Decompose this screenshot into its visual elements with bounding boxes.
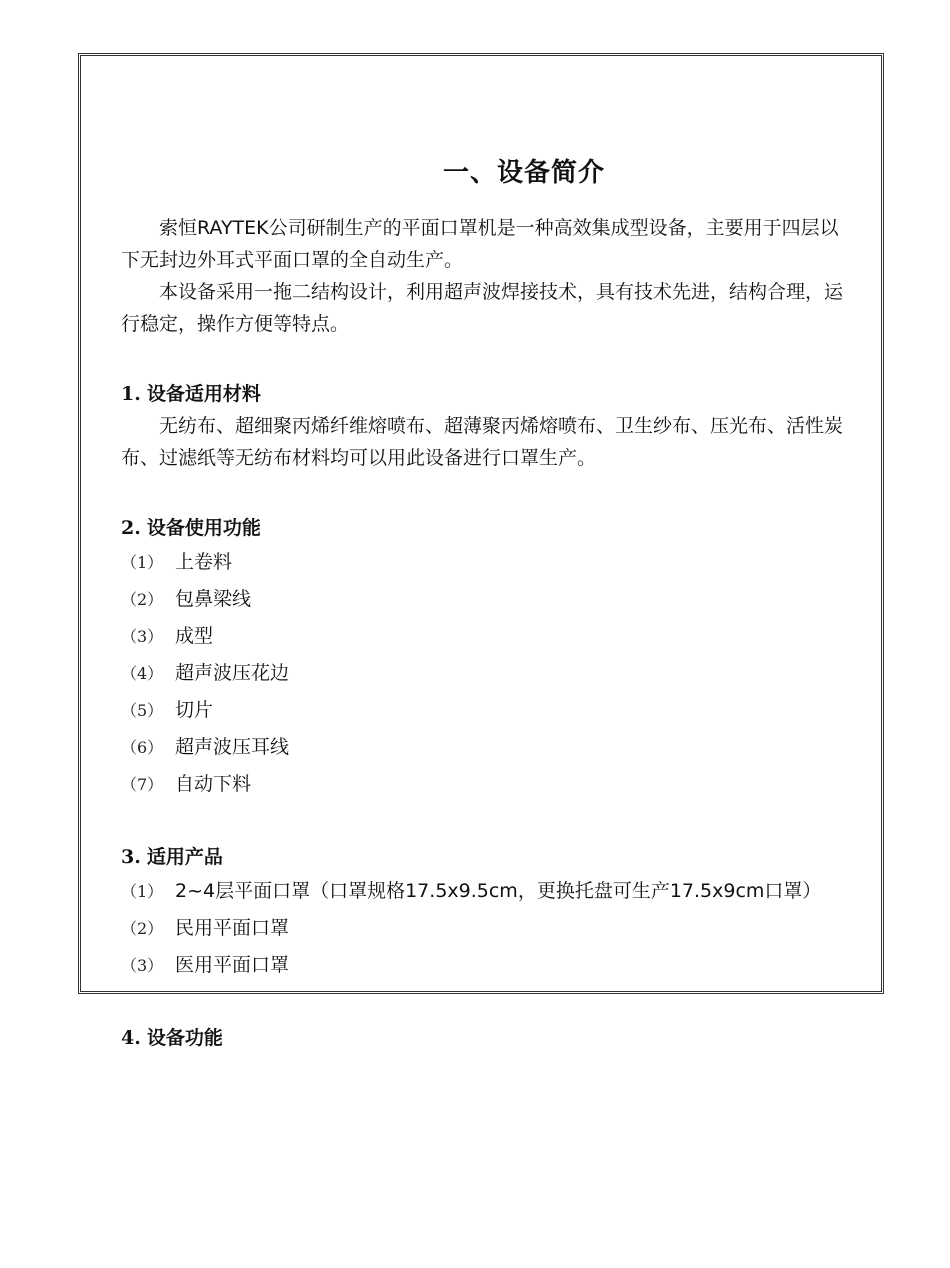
section-heading-functions — [121, 512, 857, 544]
products-list — [121, 873, 857, 984]
list-text: 民用平面口罩 — [175, 917, 290, 939]
page-title: 一、设备简介 — [442, 158, 605, 188]
list-item — [121, 729, 857, 766]
section-heading-materials — [121, 378, 857, 410]
list-text: 包鼻梁线 — [175, 588, 252, 610]
list-item — [121, 544, 857, 581]
section-title: 适用产品 — [146, 846, 223, 868]
section-heading-products — [121, 841, 857, 873]
list-text: 自动下料 — [175, 773, 252, 795]
list-item — [121, 692, 857, 729]
list-text: 上卷料 — [175, 551, 233, 573]
list-text: 超声波压耳线 — [175, 736, 290, 758]
list-index: （4） — [121, 664, 164, 683]
intro-paragraph-2: 本设备采用一拖二结构设计，利用超声波焊接技术，具有技术先进，结构合理，运行稳定，操作方便等特点。 — [121, 281, 844, 335]
functions-list — [121, 544, 857, 803]
list-index: （6） — [121, 738, 164, 757]
list-item — [121, 910, 857, 947]
section-title: 设备功能 — [146, 1027, 223, 1049]
list-text: 2~4层平面口罩（口罩规格17.5x9.5cm，更换托盘可生产17.5x9cm口罩） — [175, 880, 822, 902]
document-content — [121, 156, 857, 1054]
section-number: 3. — [121, 846, 141, 868]
list-item — [121, 581, 857, 618]
list-item — [121, 618, 857, 655]
list-index: （3） — [121, 956, 164, 975]
list-item — [121, 766, 857, 803]
section-number: 2. — [121, 517, 141, 539]
list-item — [121, 655, 857, 692]
list-text: 成型 — [175, 625, 214, 647]
section-number: 4. — [121, 1027, 141, 1049]
list-text: 切片 — [175, 699, 214, 721]
section-title: 设备使用功能 — [146, 517, 261, 539]
list-item — [121, 873, 857, 910]
section-heading-device-functions — [121, 1022, 857, 1054]
list-index: （7） — [121, 775, 164, 794]
list-index: （5） — [121, 701, 164, 720]
list-text: 超声波压花边 — [175, 662, 290, 684]
section-title: 设备适用材料 — [146, 383, 261, 405]
list-item — [121, 947, 857, 984]
list-index: （2） — [121, 590, 164, 609]
list-index: （3） — [121, 627, 164, 646]
section-number: 1. — [121, 383, 141, 405]
list-text: 医用平面口罩 — [175, 954, 290, 976]
page-border-frame — [78, 53, 884, 1049]
list-index: （1） — [121, 553, 164, 572]
materials-paragraph: 无纺布、超细聚丙烯纤维熔喷布、超薄聚丙烯熔喷布、卫生纱布、压光布、活性炭布、过滤纸等无纺布材料均可以用此设备进行口罩生产。 — [121, 415, 844, 469]
list-index: （2） — [121, 919, 164, 938]
intro-paragraph-1: 索恒RAYTEK公司研制生产的平面口罩机是一种高效集成型设备，主要用于四层以下无封边外耳式平面口罩的全自动生产。 — [121, 217, 839, 271]
list-index: （1） — [121, 882, 164, 901]
